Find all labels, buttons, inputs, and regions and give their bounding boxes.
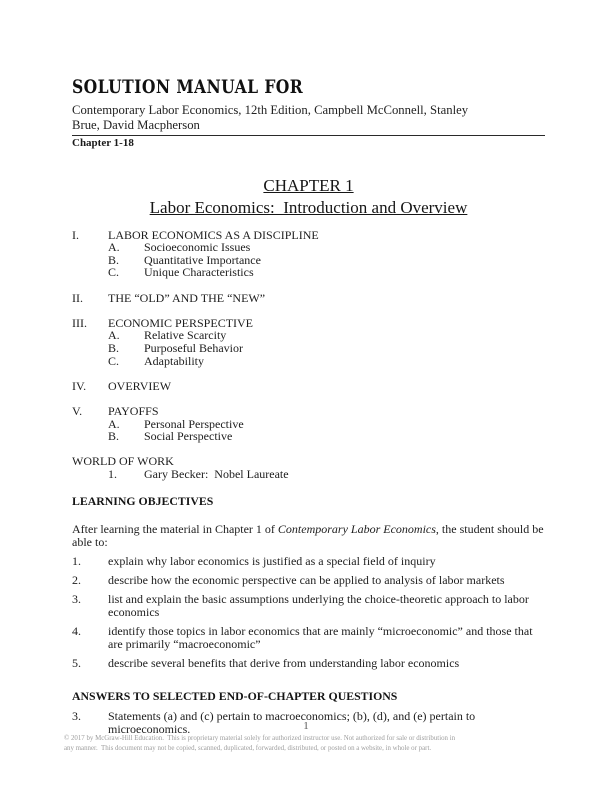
- outline-subitem-number: A.: [108, 416, 120, 431]
- intro-suffix: , the student should be able to:: [72, 521, 547, 549]
- outline-spacer: [72, 367, 545, 380]
- outline-subitem-label: Personal Perspective: [144, 416, 244, 431]
- objective-item: [72, 657, 545, 670]
- outline-subitem: [72, 342, 545, 355]
- outline-item: [72, 317, 545, 330]
- outline-subitem-number: B.: [108, 429, 120, 444]
- outline-subitem: [72, 430, 545, 443]
- outline-spacer: [72, 279, 545, 292]
- answers-heading: ANSWERS TO SELECTED END-OF-CHAPTER QUESTIONS: [72, 688, 398, 703]
- outline-subitem-label: Unique Characteristics: [144, 265, 254, 280]
- copyright-line2: any manner. This document may not be copied, scanned, duplicated, forwarded, distributed, or posted on a website, in whole or part.: [64, 745, 432, 753]
- objective-number: 4.: [72, 623, 81, 638]
- outline-subitem-label: Social Perspective: [144, 429, 233, 444]
- outline-subitem-label: Socioeconomic Issues: [144, 240, 251, 255]
- objective-item: [72, 555, 545, 568]
- outline-item: [72, 405, 545, 418]
- outline-subitem-label: Quantitative Importance: [144, 252, 261, 267]
- chapter-range-label: Chapter 1-18: [72, 137, 134, 150]
- outline-subitem: [72, 241, 545, 254]
- outline-item: [72, 229, 545, 242]
- objective-text: identify those topics in labor economics that are mainly “microeconomic” and those that are primarily “macroeconomic”: [108, 623, 533, 651]
- outline-item-label: LABOR ECONOMICS AS A DISCIPLINE: [108, 227, 319, 242]
- outline-subitem-label: Purposeful Behavior: [144, 340, 243, 355]
- chapter-heading: [72, 175, 545, 217]
- header-divider: [72, 135, 545, 136]
- book-title-line2: Brue, David Macpherson: [72, 117, 200, 132]
- outline-subitem: [72, 329, 545, 342]
- outline-item-label: OVERVIEW: [108, 378, 172, 393]
- outline-item-number: II.: [72, 290, 83, 305]
- intro-prefix: After learning the material in Chapter 1 of: [72, 521, 278, 536]
- manual-title: SOLUTION MANUAL FOR: [72, 76, 304, 98]
- outline-item-label: ECONOMIC PERSPECTIVE: [108, 315, 254, 330]
- intro-book-title: Contemporary Labor Economics: [277, 521, 436, 536]
- objective-text: describe how the economic perspective can be applied to analysis of labor markets: [108, 572, 505, 587]
- outline-item-label: THE “OLD” AND THE “NEW”: [108, 290, 266, 305]
- objective-number: 1.: [72, 553, 81, 568]
- outline-subitem-number: B.: [108, 252, 120, 267]
- world-of-work-item-label: Gary Becker: Nobel Laureate: [144, 466, 289, 481]
- book-title: [72, 103, 545, 132]
- chapter-subtitle: Labor Economics: Introduction and Overview: [149, 197, 468, 217]
- copyright-footer: [64, 734, 550, 755]
- objective-item: [72, 574, 545, 587]
- outline-subitem: [72, 266, 545, 279]
- world-of-work-item-number: 1.: [108, 466, 117, 481]
- objective-item: [72, 625, 545, 651]
- objective-number: 5.: [72, 655, 81, 670]
- outline-item-number: IV.: [72, 378, 87, 393]
- learning-objectives-intro: [72, 523, 545, 549]
- outline-subitem-label: Adaptability: [144, 353, 204, 368]
- world-of-work-item: [72, 468, 545, 481]
- outline-subitem-number: A.: [108, 328, 120, 343]
- outline-item-label: PAYOFFS: [108, 403, 159, 418]
- manual-header: [72, 78, 545, 149]
- world-of-work-heading-row: [72, 455, 545, 468]
- outline-subitem-number: A.: [108, 240, 120, 255]
- outline-subitem-number: C.: [108, 265, 120, 280]
- outline-item: [72, 292, 545, 305]
- outline-item: [72, 380, 545, 393]
- objective-text: explain why labor economics is justified as a special field of inquiry: [108, 553, 436, 568]
- answer-text: Statements (a) and (c) pertain to macroeconomics; (b), (d), and (e) pertain to microeconomics.: [108, 708, 479, 736]
- outline-item-number: I.: [72, 227, 79, 242]
- outline-spacer: [72, 304, 545, 317]
- outline-item-number: V.: [72, 403, 83, 418]
- learning-objectives-heading: LEARNING OBJECTIVES: [72, 493, 214, 508]
- outline-subitem: [72, 355, 545, 368]
- objective-number: 2.: [72, 572, 81, 587]
- outline-subitem-number: C.: [108, 353, 120, 368]
- outline-subitem-label: Relative Scarcity: [144, 328, 227, 343]
- outline-subitem: [72, 418, 545, 431]
- page-number: 1: [303, 720, 309, 732]
- objective-text: list and explain the basic assumptions underlying the choice-theoretic approach to labor economics: [108, 591, 529, 619]
- objective-number: 3.: [72, 591, 81, 606]
- book-title-line1: Contemporary Labor Economics, 12th Edition, Campbell McConnell, Stanley: [72, 103, 469, 117]
- learning-objectives-section: [72, 494, 545, 670]
- copyright-line1: © 2017 by McGraw-Hill Education. This is proprietary material solely for authorized instructor use. Not authorized for sale or distribution in: [64, 735, 456, 742]
- chapter-title: CHAPTER 1: [263, 176, 354, 196]
- outline-subitem: [72, 254, 545, 267]
- objective-item: [72, 593, 545, 619]
- outline-subitem-number: B.: [108, 340, 120, 355]
- objective-text: describe several benefits that derive from understanding labor economics: [108, 655, 460, 670]
- answer-number: 3.: [72, 708, 81, 723]
- chapter-outline: [72, 229, 545, 481]
- outline-item-number: III.: [72, 315, 87, 330]
- world-of-work-heading: WORLD OF WORK: [72, 454, 174, 469]
